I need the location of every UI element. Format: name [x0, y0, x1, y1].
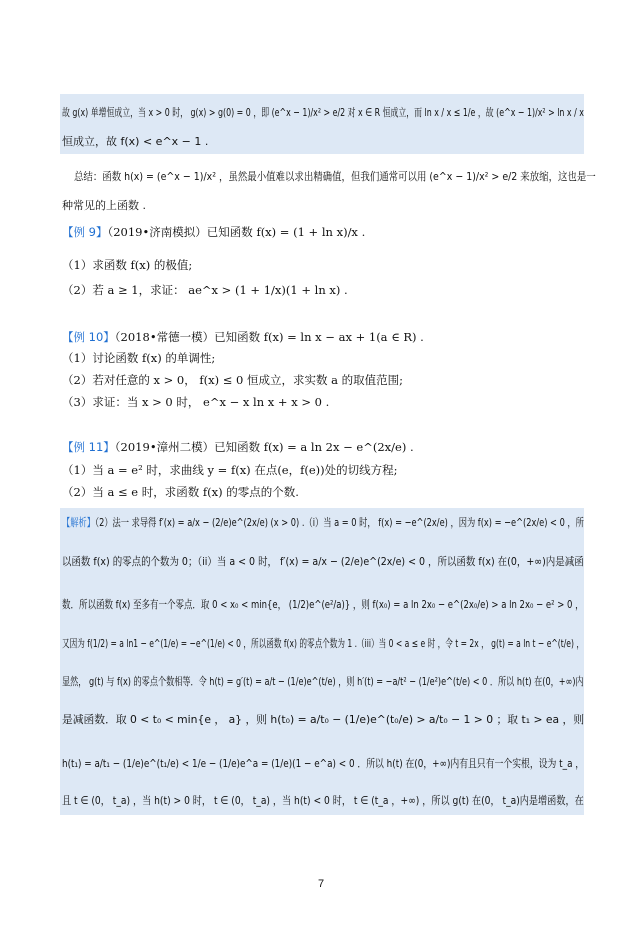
example-10-question-3: （3）求证：当 x > 0 时， e^x − x ln x + x > 0 . [62, 395, 330, 409]
solution-line-7: h(t₁) = a/t₁ − (1/e)e^(t₁/e) < 1/e − (1/e)e^a = (1/e)(1 − e^a) < 0 ．所以 h(t) 在(0，+∞)内有且只有一个实根，设为 t_a ， [62, 757, 585, 770]
example-10-question-2: （2）若对任意的 x > 0， f(x) ≤ 0 恒成立，求实数 a 的取值范围; [62, 373, 404, 387]
example-10-source: （2018•常德一模）已知函数 f(x) = ln x − ax + 1(a ∈ R) . [114, 330, 424, 344]
solution-line-4: 又因为 f(1/2) = a ln1 − e^(1/e) = −e^(1/e) < 0 ，所以函数 f(x) 的零点个数为 1 .（iii）当 0 < a ≤ e 时 ，令 t = 2x ， g(t) = a ln t − e^(t/e) ， [62, 637, 584, 650]
example-10-heading [62, 330, 424, 344]
solution-line-2: 以函数 f(x) 的零点的个数为 0；（ii）当 a < 0 时， f′(x) = a/x − (2/e)e^(2x/e) < 0 ，所以函数 f(x) 在(0，+∞)内是减函 [62, 555, 584, 568]
solution-line-1 [62, 516, 584, 530]
top-box-line-1: 故 g(x) 单增恒成立，当 x > 0 时， g(x) > g(0) = 0 ，即 (e^x − 1)/x² > e/2 对 x ∈ R 恒成立，而 ln x / x ≤ 1/e ，故 (e^x − 1)/x² > ln x / x [62, 106, 584, 119]
example-9-source: （2019•济南模拟）已知函数 f(x) = (1 + ln x)/x . [107, 225, 366, 239]
solution-line-8: 且 t ∈ (0， t_a) ，当 h(t) > 0 时， t ∈ (0， t_a) ，当 h(t) < 0 时， t ∈ (t_a ，+∞) ，所以 g(t) 在(0， t_a)内是增函数，在 [62, 794, 584, 807]
example-9-tag: 【例 9】 [62, 225, 108, 239]
example-10-tag: 【例 10】 [62, 330, 115, 344]
example-11-question-1: （1）当 a = e² 时，求曲线 y = f(x) 在点(e，f(e))处的切线方程; [62, 463, 398, 477]
page-number: 7 [317, 878, 325, 890]
example-9-heading [62, 225, 365, 239]
solution-line-5: 显然， g(t) 与 f(x) 的零点个数相等．令 h(t) = g′(t) = a/t − (1/e)e^(t/e) ，则 h′(t) = −a/t² − (1/e²)e^(t/e) < 0 ．所以 h(t) 在(0，+∞)内 [62, 675, 584, 688]
solution-line-6: 是减函数．取 0 < t₀ < min{e ， a} ，则 h(t₀) = a/t₀ − (1/e)e^(t₀/e) > a/t₀ − 1 > 0 ；取 t₁ > ea ，则 [62, 713, 585, 726]
example-11-source: （2019•漳州二模）已知函数 f(x) = a ln 2x − e^(2x/e) . [114, 440, 414, 454]
example-11-heading [62, 440, 414, 454]
summary-line-1: 总结：函数 h(x) = (e^x − 1)/x² ，虽然最小值难以求出精确值，但我们通常可以用 (e^x − 1)/x² > e/2 来放缩，这也是一 [74, 170, 596, 183]
solution-line-1-text: （2）法一 求导得 f′(x) = a/x − (2/e)e^(2x/e) (x > 0) .（i）当 a = 0 时， f(x) = −e^(2x/e) ，因为 f(x) = −e^(2x/e) < 0 ，所 [94, 516, 584, 529]
example-11-question-2: （2）当 a ≤ e 时，求函数 f(x) 的零点的个数. [62, 485, 299, 499]
summary-line-2: 种常见的上函数 . [62, 199, 146, 212]
solution-tag: 【解析】 [62, 516, 95, 529]
example-11-tag: 【例 11】 [62, 440, 115, 454]
example-10-question-1: （1）讨论函数 f(x) 的单调性; [62, 351, 216, 365]
example-9-question-1: （1）求函数 f(x) 的极值; [62, 258, 193, 272]
top-box-line-2: 恒成立，故 f(x) < e^x − 1 . [62, 135, 209, 148]
example-9-question-2: （2）若 a ≥ 1，求证： ae^x > (1 + 1/x)(1 + ln x) . [62, 283, 348, 297]
solution-line-3: 数．所以函数 f(x) 至多有一个零点．取 0 < x₀ < min{e， (1/2)e^(e²/a)} ，则 f(x₀) = a ln 2x₀ − e^(2x₀/e) > a ln 2x₀ − e² > 0 ， [62, 598, 584, 611]
